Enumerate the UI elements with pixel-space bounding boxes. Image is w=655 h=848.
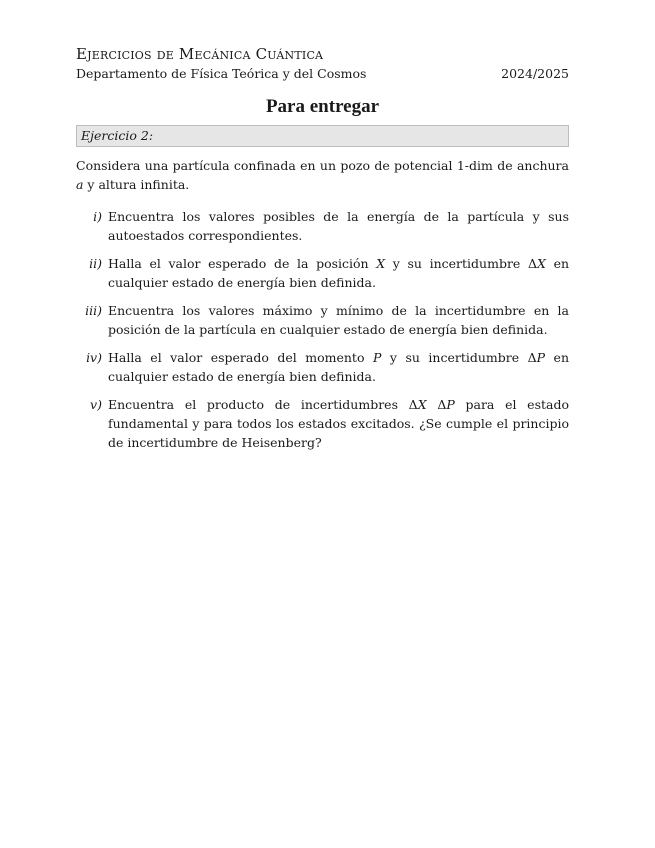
item-text-segment: Encuentra los valores máximo y mínimo de la incertidumbre en la posición de la partícula en cualquier estado de energía bien definida.: [108, 302, 569, 337]
item-text-segment: Encuentra los valores posibles de la energía de la partícula y sus autoestados correspondientes.: [108, 208, 569, 243]
item-text-segment: y su incertidumbre Δ: [385, 255, 538, 271]
department-name: Departamento de Física Teórica y del Cosmos: [76, 66, 367, 81]
item-text-segment: y su incertidumbre Δ: [381, 349, 537, 365]
statement-text-before: Considera una partícula confinada en un pozo de potencial 1-dim de anchura: [76, 158, 569, 173]
exercise-item: [76, 254, 569, 292]
exercise-items-list: [76, 207, 569, 452]
item-text-segment: Encuentra el producto de incertidumbres Δ: [108, 396, 418, 412]
item-text: [108, 348, 569, 386]
exercise-item: [76, 348, 569, 386]
exercise-label-bar: [76, 125, 569, 147]
item-marker: iv): [86, 349, 102, 365]
document-page: [76, 44, 569, 461]
math-variable: X: [537, 255, 546, 271]
item-text: [108, 301, 569, 339]
item-text-segment: para el estado fundamental y para todos los estados excitados. ¿Se cumple el principio de incertidumbre de Heisenberg?: [108, 396, 569, 450]
item-marker: iii): [85, 302, 102, 318]
item-text-segment: en cualquier estado de energía bien definida.: [108, 255, 570, 290]
item-text: [108, 395, 569, 452]
exercise-item: [76, 395, 569, 452]
math-variable: X: [376, 255, 386, 271]
exercise-item: [76, 301, 569, 339]
item-text: [108, 254, 569, 292]
header-row: [76, 65, 569, 83]
math-variable: P: [372, 349, 382, 365]
exercise-label: Ejercicio 2:: [81, 128, 154, 143]
math-variable-a: a: [76, 177, 84, 192]
item-marker: i): [93, 208, 102, 224]
item-text: [108, 207, 569, 245]
item-marker: ii): [89, 255, 102, 271]
math-variable: P: [446, 396, 455, 412]
academic-year: 2024/2025: [501, 66, 569, 81]
statement-text-after: y altura infinita.: [83, 177, 190, 192]
section-heading: Para entregar: [265, 96, 380, 117]
math-variable: P: [536, 349, 546, 365]
math-variable: X: [417, 396, 427, 412]
item-text-segment: Halla el valor esperado de la posición: [108, 255, 377, 271]
exercise-statement: [76, 156, 569, 194]
item-text-segment: en cualquier estado de energía bien definida.: [108, 349, 570, 384]
exercise-item: [76, 207, 569, 245]
item-text-segment: Halla el valor esperado del momento: [108, 349, 373, 365]
item-text-segment: Δ: [426, 396, 447, 412]
item-marker: v): [90, 396, 102, 412]
course-title: Ejercicios de Mecánica Cuántica: [76, 45, 324, 63]
